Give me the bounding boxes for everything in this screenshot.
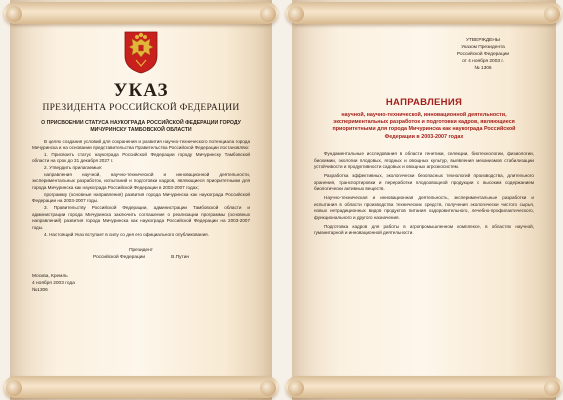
- approval-label: УТВЕРЖДЕНЫ: [465, 38, 501, 43]
- signature-country: Российской Федерации: [92, 255, 146, 261]
- scroll-roll-bottom: [286, 376, 562, 398]
- approval-line: Указом Президента: [461, 44, 505, 50]
- directions-title: НАПРАВЛЕНИЯ: [385, 96, 463, 108]
- decree-paragraph: программу (основные направления) развития города Мичуринска как наукограда Российской Федерации на 2003-2007 годы.: [32, 191, 250, 204]
- scroll-roll-top: [286, 2, 562, 24]
- decree-paragraph: 3. Правительству Российской Федерации, администрации Тамбовской области и администрации города Мичуринска заключить соглашение о реализации программы (основных направлений) развития города Мичуринска как наукограда Российской Федерации на 2003-2007 годы.: [32, 205, 250, 231]
- russian-coat-of-arms-icon: [122, 30, 160, 74]
- scroll-curl: [260, 6, 276, 22]
- scroll-curl: [544, 380, 560, 396]
- decree-page: [28, 30, 254, 370]
- directions-paragraph: Разработка эффективных, экологически безопасных технологий производства, длительного хранения, транспортировки и переработки плодоовощной продукции с высоким содержанием биологически активных веществ.: [314, 172, 534, 192]
- decree-number: №1306: [32, 287, 48, 293]
- decree-title: УКАЗ: [113, 80, 169, 101]
- signature-role: Президент: [129, 248, 153, 254]
- decree-body: [32, 139, 250, 239]
- approval-line: Российской Федерации: [456, 51, 510, 57]
- directions-body: [314, 151, 534, 237]
- directions-scroll: [292, 0, 556, 400]
- decree-date: 4 ноября 2003 года: [32, 280, 75, 286]
- decree-paragraph: 4. Настоящий Указ вступает в силу со дня его официального опубликования.: [44, 231, 209, 237]
- place-date-block: [32, 274, 250, 295]
- scroll-roll-bottom: [4, 376, 278, 398]
- decree-paragraph: В целях создания условий для сохранения и развития научно-технического потенциала города Мичуринска и на основании представительства Правительства Российской Федерации постановляю:: [32, 138, 250, 151]
- approval-stamp: [310, 38, 516, 73]
- directions-paragraph: Подготовка кадров для работы в агропромышленном комплексе, в областях научной, гуманитарной и инновационной деятельности.: [314, 223, 534, 236]
- directions-paragraph: Фундаментальные исследования в области генетики, селекции, биотехнологии, физиологии, биохимии, экологии плодовых, ягодных и овощных культур, выявления механизмов стабилизации устойчивости и продуктивности садовых и овощных агроэкосистем.: [314, 150, 534, 170]
- scroll-curl: [6, 6, 22, 22]
- decree-place: Москва, Кремль: [32, 273, 68, 279]
- scroll-curl: [6, 380, 22, 396]
- scroll-curl: [288, 380, 304, 396]
- decree-scroll: [10, 0, 272, 400]
- signature-block: [28, 248, 254, 261]
- approval-line: от 4 ноября 2003 г.: [462, 58, 504, 64]
- decree-subtitle: ПРЕЗИДЕНТА РОССИЙСКОЙ ФЕДЕРАЦИИ: [42, 103, 240, 113]
- approval-line: № 1306: [474, 65, 492, 71]
- signature-name: В.Путин: [171, 255, 190, 261]
- directions-page: [310, 30, 538, 370]
- decree-paragraph: направления научной, научно-технической и инновационной деятельности, экспериментальных разработок, испытаний и подготовки кадров, являющиеся приоритетными для города Мичуринска как наукограда Российской Федерации в 2003-2007 годах;: [32, 171, 250, 191]
- directions-subtitle: научной, научно-технической, инновационной деятельности, экспериментальных разработок и подготовки кадров, являющиеся приоритетными для города Мичуринска как наукограда Российской Федерации в 2003-2007 годах: [332, 111, 516, 140]
- decree-heading: О ПРИСВОЕНИИ СТАТУСА НАУКОГРАДА РОССИЙСКОЙ ФЕДЕРАЦИИ ГОРОДУ МИЧУРИНСКУ ТАМБОВСКОЙ ОБЛАСТИ: [41, 120, 241, 133]
- scroll-curl: [260, 380, 276, 396]
- directions-paragraph: Научно-техническая и инновационная деятельность, экспериментальные разработки и испытания в области производства технических средств, получения экологически чистого сырья, новых нетрадиционных видов продуктов питания оздоровительного, лечебно-профилактического, функционального и другого назначения.: [314, 194, 534, 220]
- scroll-curl: [288, 6, 304, 22]
- decree-paragraph: 2. Утвердить прилагаемые:: [44, 165, 103, 171]
- scroll-roll-top: [4, 2, 278, 24]
- decree-paragraph: 1. Присвоить статус наукограда Российской Федерации городу Мичуринску Тамбовской области на срок до 31 декабря 2027 г.: [32, 151, 250, 164]
- scroll-curl: [544, 6, 560, 22]
